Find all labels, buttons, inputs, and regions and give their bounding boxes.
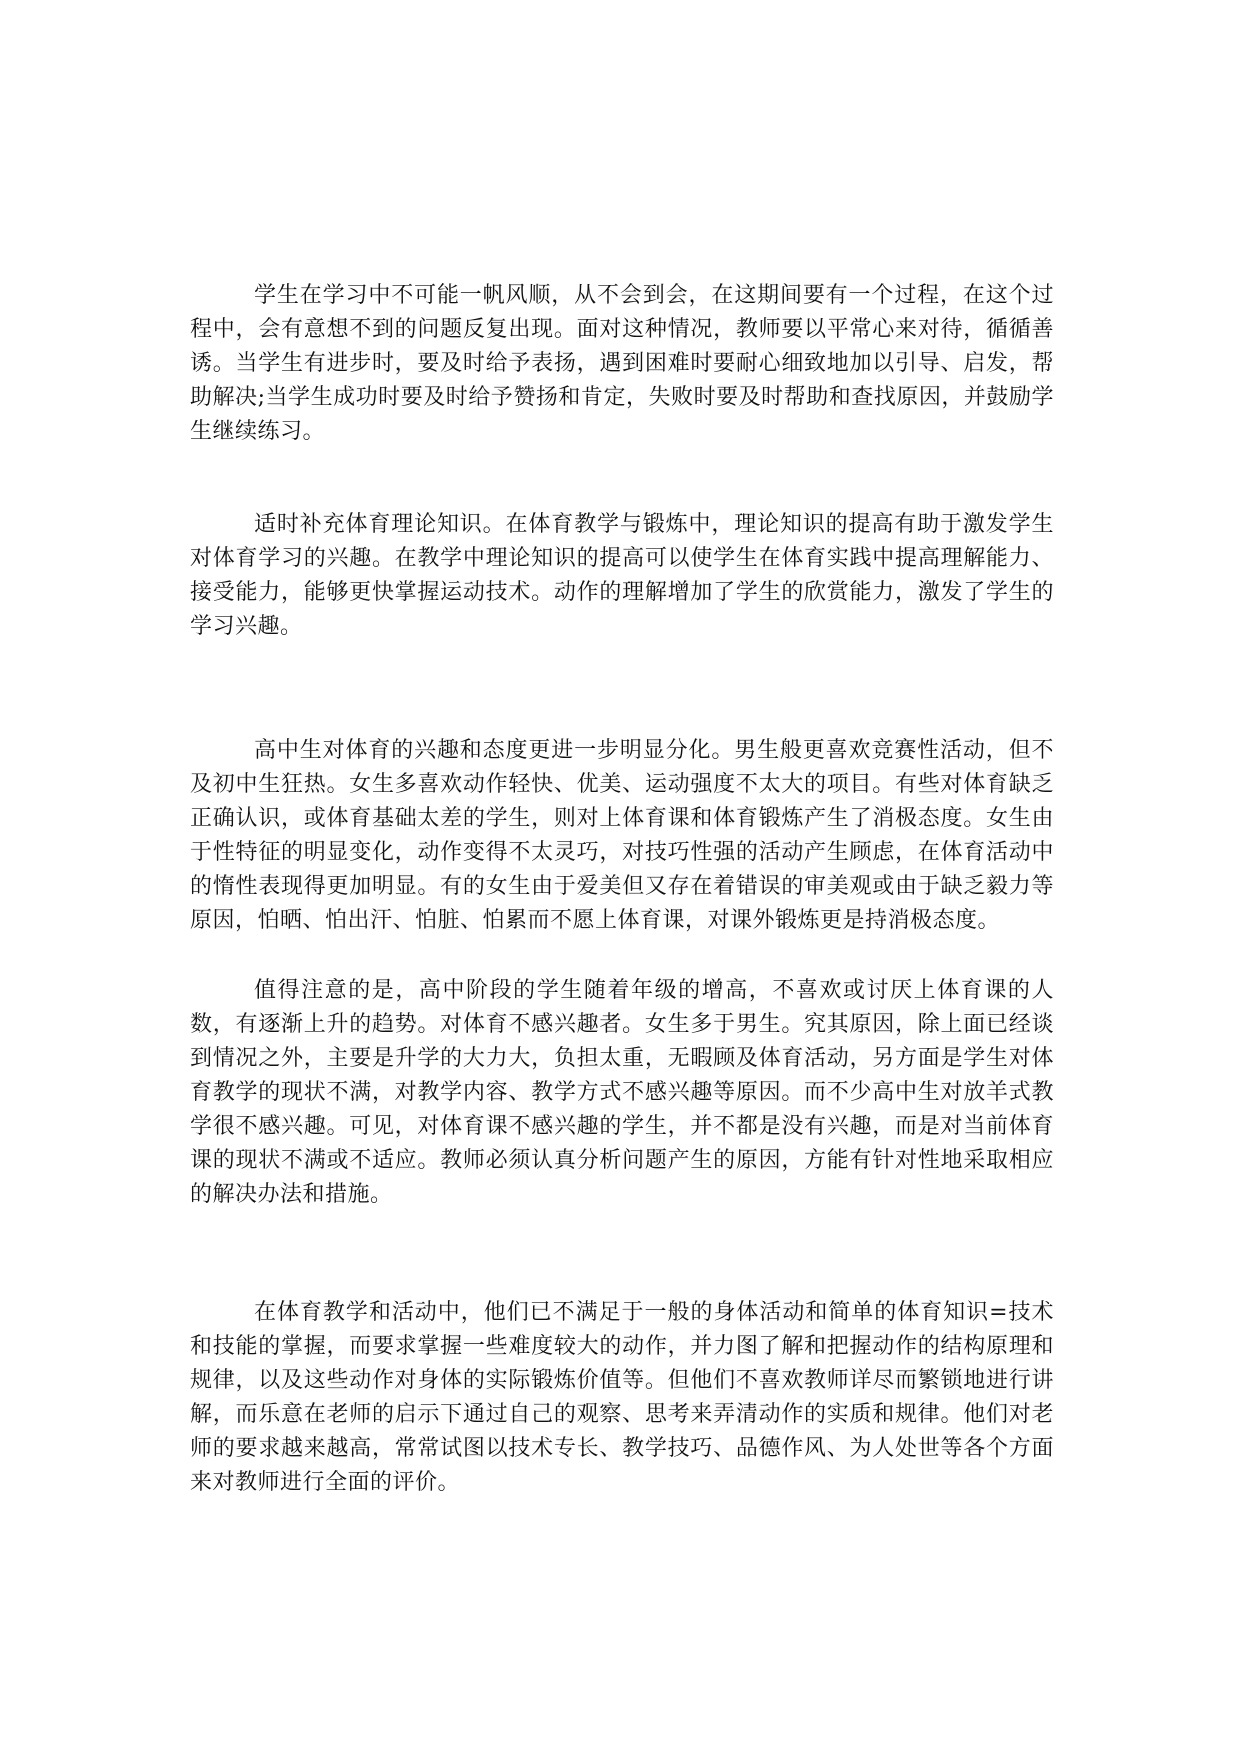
paragraph-noteworthy-trend: 值得注意的是，高中阶段的学生随着年级的增高，不喜欢或讨厌上体育课的人数，有逐渐上升的趋势。对体育不感兴趣者。女生多于男生。究其原因，除上面已经谈到情况之外，主要是升学的大力大，负担太重，无暇顾及体育活动，另方面是学生对体育教学的现状不满，对教学内容、教学方式不感兴趣等原因。而不少高中生对放羊式教学很不感兴趣。可见，对体育课不感兴趣的学生，并不都是没有兴趣，而是对当前体育课的现状不满或不适应。教师必须认真分析问题产生的原因，方能有针对性地采取相应的解决办法和措施。 bbox=[190, 978, 1054, 1207]
paragraph-learning-process: 学生在学习中不可能一帆风顺，从不会到会，在这期间要有一个过程，在这个过程中，会有意想不到的问题反复出现。面对这种情况，教师要以平常心来对待，循循善诱。当学生有进步时，要及时给予表扬，遇到困难时要耐心细致地加以引导、启发，帮助解决;当学生成功时要及时给予赞扬和肯定，失败时要及时帮助和查找原因，并鼓励学生继续练习。 bbox=[190, 283, 1054, 444]
paragraph-theory-knowledge: 适时补充体育理论知识。在体育教学与锻炼中，理论知识的提高有助于激发学生对体育学习的兴趣。在教学中理论知识的提高可以使学生在体育实践中提高理解能力、接受能力，能够更快掌握运动技术。动作的理解增加了学生的欣赏能力，激发了学生的学习兴趣。 bbox=[190, 512, 1054, 639]
paragraph-teaching-activities: 在体育教学和活动中，他们已不满足于一般的身体活动和简单的体育知识=技术和技能的掌握，而要求掌握一些难度较大的动作，并力图了解和把握动作的结构原理和规律，以及这些动作对身体的实际锻炼价值等。但他们不喜欢教师详尽而繁锁地进行讲解，而乐意在老师的启示下通过自己的观察、思考来弄清动作的实质和规律。他们对老师的要求越来越高，常常试图以技术专长、教学技巧、品德作风、为人处世等各个方面来对教师进行全面的评价。 bbox=[190, 1300, 1054, 1495]
paragraph-high-school-interest: 高中生对体育的兴趣和态度更进一步明显分化。男生般更喜欢竞赛性活动，但不及初中生狂热。女生多喜欢动作轻快、优美、运动强度不太大的项目。有些对体育缺乏正确认识，或体育基础太差的学生，则对上体育课和体育锻炼产生了消极态度。女生由于性特征的明显变化，动作变得不太灵巧，对技巧性强的活动产生顾虑，在体育活动中的惰性表现得更加明显。有的女生由于爱美但又存在着错误的审美观或由于缺乏毅力等原因，怕晒、怕出汗、怕脏、怕累而不愿上体育课，对课外锻炼更是持消极态度。 bbox=[190, 738, 1054, 933]
